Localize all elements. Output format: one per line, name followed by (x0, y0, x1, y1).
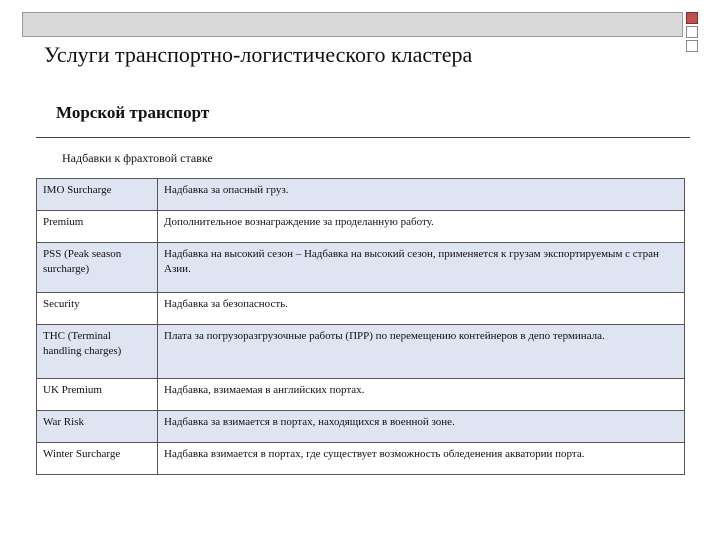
surcharges-table (36, 178, 685, 475)
divider (36, 137, 690, 138)
table-caption: Надбавки к фрахтовой ставке (62, 151, 213, 165)
surcharge-term: UK Premium (37, 379, 158, 411)
surcharge-term: Winter Surcharge (37, 443, 158, 475)
surcharge-term: Security (37, 293, 158, 325)
surcharge-term: IMO Surcharge (37, 179, 158, 211)
surcharge-description: Надбавка, взимаемая в английских портах. (158, 379, 685, 411)
surcharge-term: War Risk (37, 411, 158, 443)
slide-top-bar (22, 12, 683, 37)
surcharge-description: Надбавка за безопасность. (158, 293, 685, 325)
table-row (37, 379, 685, 411)
table-row (37, 293, 685, 325)
table-row (37, 179, 685, 211)
surcharge-description: Дополнительное вознаграждение за проделанную работу. (158, 211, 685, 243)
section-title: Морской транспорт (56, 103, 210, 122)
surcharge-term: THC (Terminal handling charges) (37, 325, 158, 379)
surcharge-description: Надбавка за опасный груз. (158, 179, 685, 211)
surcharge-description: Плата за погрузоразгрузочные работы (ПРР) по перемещению контейнеров в депо терминала. (158, 325, 685, 379)
table-row (37, 211, 685, 243)
corner-square (686, 26, 698, 38)
table-row (37, 443, 685, 475)
table-row (37, 243, 685, 293)
surcharge-description: Надбавка взимается в портах, где существует возможность обледенения акватории порта. (158, 443, 685, 475)
corner-square-filled (686, 12, 698, 24)
surcharge-description: Надбавка за взимается в портах, находящихся в военной зоне. (158, 411, 685, 443)
slide-corner-decoration (686, 12, 700, 54)
page-title: Услуги транспортно-логистического кластера (44, 42, 473, 67)
corner-square (686, 40, 698, 52)
table-row (37, 411, 685, 443)
surcharge-description: Надбавка на высокий сезон – Надбавка на высокий сезон, применяется к грузам экспортируемым с стран Азии. (158, 243, 685, 293)
surcharge-term: Premium (37, 211, 158, 243)
table-row (37, 325, 685, 379)
surcharge-term: PSS (Peak season surcharge) (37, 243, 158, 293)
